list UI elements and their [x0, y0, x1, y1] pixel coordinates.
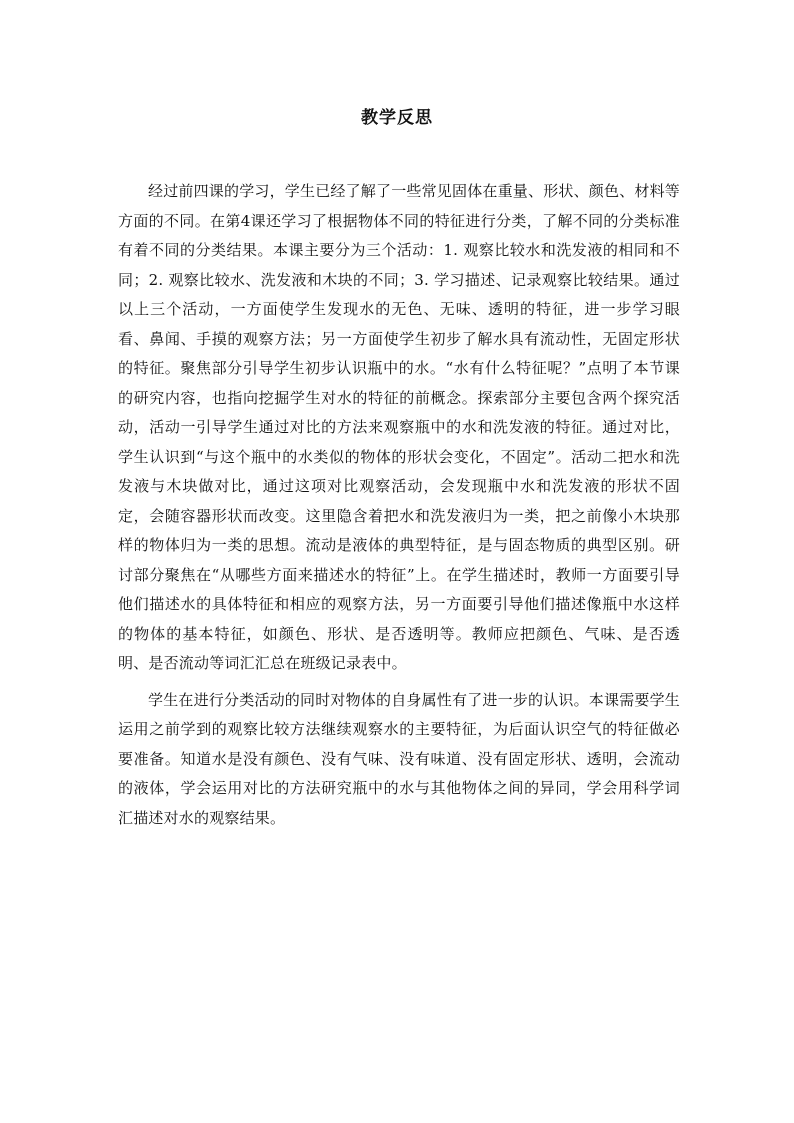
document-body — [118, 177, 680, 833]
document-title: 教学反思 — [361, 108, 433, 128]
paragraph-1: 经过前四课的学习，学生已经了解了一些常见固体在重量、形状、颜色、材料等方面的不同。在第4课还学习了根据物体不同的特征进行分类，了解不同的分类标准有着不同的分类结果。本课主要分为三个活动：1. 观察比较水和洗发液的相同和不同；2. 观察比较水、洗发液和木块的不同；3. 学习描述、记录观察比较结果。通过以上三个活动，一方面使学生发现水的无色、无味、透明的特征，进一步学习眼看、鼻闻、手摸的观察方法；另一方面使学生初步了解水具有流动性，无固定形状的特征。聚焦部分引导学生初步认识瓶中的水。“水有什么特征呢？”点明了本节课的研究内容，也指向挖掘学生对水的特征的前概念。探索部分主要包含两个探究活动，活动一引导学生通过对比的方法来观察瓶中的水和洗发液的特征。通过对比，学生认识到“与这个瓶中的水类似的物体的形状会变化，不固定”。活动二把水和洗发液与木块做对比，通过这项对比观察活动，会发现瓶中水和洗发液的形状不固定，会随容器形状而改变。这里隐含着把水和洗发液归为一类，把之前像小木块那样的物体归为一类的思想。流动是液体的典型特征，是与固态物质的典型区别。研讨部分聚焦在“从哪些方面来描述水的特征”上。在学生描述时，教师一方面要引导他们描述水的具体特征和相应的观察方法，另一方面要引导他们描述像瓶中水这样的物体的基本特征，如颜色、形状、是否透明等。教师应把颜色、气味、是否透明、是否流动等词汇汇总在班级记录表中。 — [118, 182, 681, 672]
paragraph-2: 学生在进行分类活动的同时对物体的自身属性有了进一步的认识。本课需要学生运用之前学到的观察比较方法继续观察水的主要特征，为后面认识空气的特征做必要准备。知道水是没有颜色、没有气味、没有味道、没有固定形状、透明，会流动的液体，学会运用对比的方法研究瓶中的水与其他物体之间的异同，学会用科学词汇描述对水的观察结果。 — [118, 690, 681, 827]
